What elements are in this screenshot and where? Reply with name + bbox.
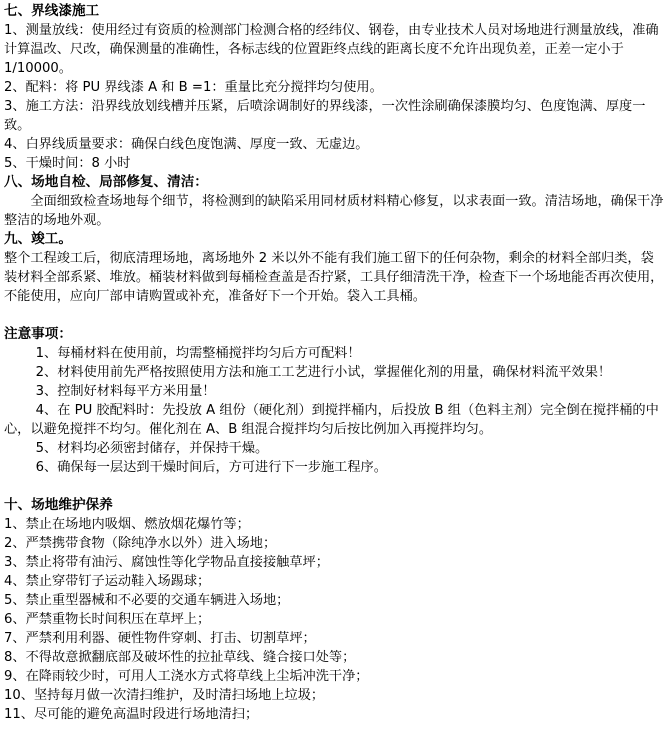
spacer	[4, 477, 665, 496]
notes-title: 注意事项：	[4, 326, 72, 342]
section-10-item-4: 4、禁止穿带钉子运动鞋入场踢球；	[4, 574, 211, 589]
section-9-title: 九、竣工。	[4, 231, 72, 247]
section-10-item-10: 10、坚持每月做一次清扫维护，及时清扫场地上垃圾；	[4, 688, 325, 703]
section-7-item-1: 1、测量放线：使用经过有资质的检测部门检测合格的经纬仪、钢卷，由专业技术人员对场地进行测量放线，准确计算温改、尺改，确保测量的准确性，各标志线的位置距终点线的距离长度不允许出现负差，正差一定小于 1/10000。	[4, 23, 659, 76]
section-8-title: 八、场地自检、局部修复、清洁：	[4, 174, 208, 190]
section-10-item-6: 6、严禁重物长时间积压在草坪上；	[4, 612, 211, 627]
section-7-item-2: 2、配料：将 PU 界线漆 A 和 B =1：重量比充分搅拌均匀使用。	[4, 80, 383, 95]
note-item-6: 6、确保每一层达到干燥时间后，方可进行下一步施工程序。	[35, 460, 387, 475]
section-7-item-3: 3、施工方法：沿界线放划线槽并压紧，后喷涂调制好的界线漆，一次性涂刷确保漆膜均匀、色度饱满、厚度一致。	[4, 99, 646, 133]
section-10-item-9: 9、在降雨较少时，可用人工浇水方式将草线上尘垢冲洗干净；	[4, 669, 369, 684]
section-7-item-4: 4、白界线质量要求：确保白线色度饱满、厚度一致、无虚边。	[4, 137, 369, 152]
section-10-item-5: 5、禁止重型器械和不必要的交通车辆进入场地；	[4, 593, 290, 608]
section-10-item-11: 11、尽可能的避免高温时段进行场地清扫；	[4, 707, 259, 722]
section-10-title: 十、场地维护保养	[4, 497, 113, 513]
section-7-item-5: 5、干燥时间：8 小时	[4, 156, 131, 171]
section-8-body: 全面细致检查场地每个细节，将检测到的缺陷采用同材质材料精心修复，以求表面一致。清洁场地，确保干净整洁的场地外观。	[4, 194, 664, 228]
note-item-3: 3、控制好材料每平方米用量！	[35, 384, 216, 399]
note-item-2: 2、材料使用前先严格按照使用方法和施工工艺进行小试，掌握催化剂的用量，确保材料流平效果！	[35, 365, 612, 380]
spacer	[4, 306, 665, 325]
section-10-item-3: 3、禁止将带有油污、腐蚀性等化学物品直接接触草坪；	[4, 555, 329, 570]
section-10-item-8: 8、不得故意掀翻底部及破坏性的拉扯草线、缝合接口处等；	[4, 650, 356, 665]
section-9-body: 整个工程竣工后，彻底清理场地，离场地外 2 米以外不能有我们施工留下的任何杂物，剩余的材料全部归类，袋装材料全部系紧、堆放。桶装材料做到每桶检查盖是否拧紧，工具仔细清洗干净，检查下一个场地能否再次使用，不能使用，应向厂部申请购置或补充，准备好下一个开始。袋入工具桶。	[4, 251, 664, 304]
section-10-item-2: 2、严禁携带食物（除纯净水以外）进入场地；	[4, 536, 277, 551]
note-item-5: 5、材料均必须密封储存，并保持干燥。	[35, 441, 269, 456]
section-7-title: 七、界线漆施工	[4, 3, 100, 19]
section-10-item-7: 7、严禁利用利器、硬性物件穿刺、打击、切割草坪；	[4, 631, 316, 646]
note-item-4: 4、在 PU 胶配料时：先投放 A 组份（硬化剂）到搅拌桶内，后投放 B 组（色料主剂）完全倒在搅拌桶的中心，以避免搅拌不均匀。催化剂在 A、B 组混合搅拌均匀后按比例加入再搅拌均匀。	[4, 403, 659, 437]
note-item-1: 1、每桶材料在使用前，均需整桶搅拌均匀后方可配料！	[35, 346, 361, 361]
section-10-item-1: 1、禁止在场地内吸烟、燃放烟花爆竹等；	[4, 517, 250, 532]
